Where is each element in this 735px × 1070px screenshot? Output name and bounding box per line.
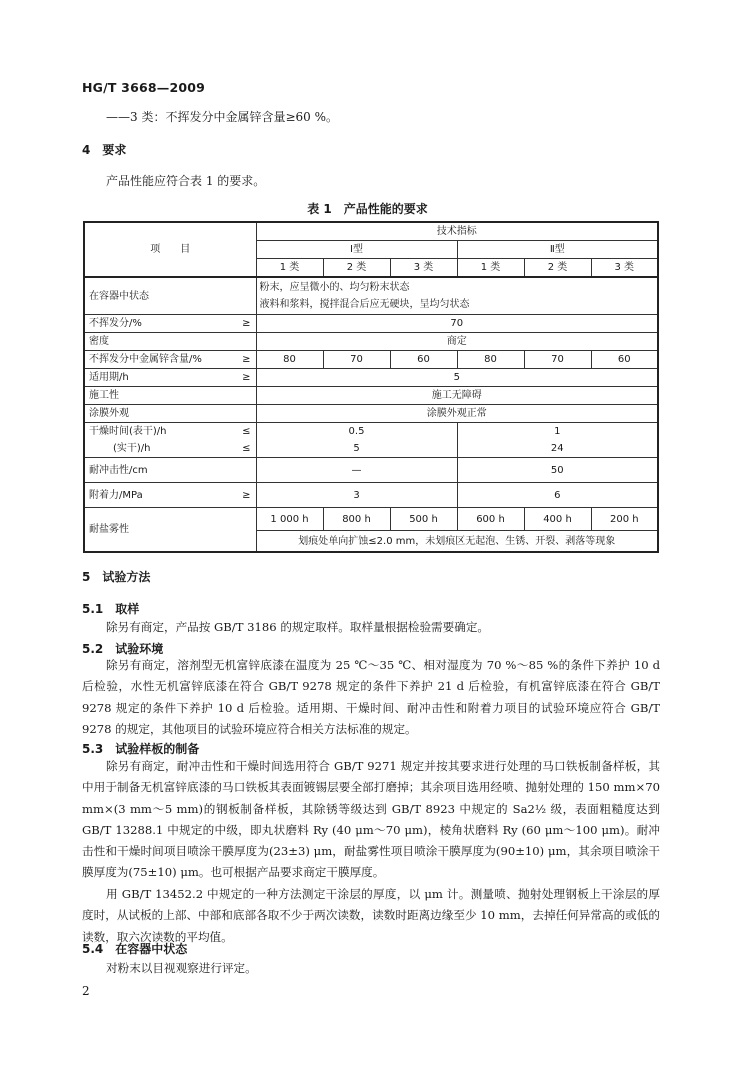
section-5-4-text: 对粉末以目视观察进行评定。 xyxy=(106,961,257,975)
cell: 商定 xyxy=(256,333,658,351)
section-5-2-text: 除另有商定，溶剂型无机富锌底漆在温度为 25 ℃～35 ℃、相对湿度为 70 %～85 %的条件下养护 10 d 后检验，水性无机富锌底漆在符合 GB/T 9278 规定的条件下养护 21 d 后检验，有机富锌底漆在符合 GB/T 9278 规定的条件下养护 10 d 后检验。适用期、干燥时间、耐冲击性和附着力项目的试验环境应符合 GB/T 9278 的规定，其他项目的试验环境应符合相关方法标准的规定。 xyxy=(82,658,660,736)
cell: 60 xyxy=(390,351,457,369)
table-row xyxy=(84,333,658,351)
cell: 800 h xyxy=(323,508,390,531)
table-row xyxy=(84,508,658,531)
section-5-1-heading: 5.1 取样 xyxy=(82,602,140,616)
header-class: 2 类 xyxy=(524,259,591,278)
cell: 24 xyxy=(457,440,658,458)
section-4-heading: 4 要求 xyxy=(82,143,127,157)
table-row xyxy=(84,423,658,441)
cell: 1 xyxy=(457,423,658,441)
row-label: 不挥发分/% ≥ xyxy=(84,315,256,333)
cell: 70 xyxy=(256,315,658,333)
section-5-heading: 5 试验方法 xyxy=(82,570,151,584)
saltspray-note: 划痕处单向扩蚀≤2.0 mm，未划痕区无起泡、生锈、开裂、剥落等现象 xyxy=(256,531,658,553)
cell: 80 xyxy=(256,351,323,369)
table-1-caption: 表 1 产品性能的要求 xyxy=(307,202,428,216)
table-row xyxy=(84,405,658,423)
row-label: 耐盐雾性 xyxy=(84,508,256,553)
table-row xyxy=(84,315,658,333)
cell: 施工无障碍 xyxy=(256,387,658,405)
section-5-3-paragraph-1: 除另有商定，耐冲击性和干燥时间选用符合 GB/T 9271 规定并按其要求进行处理的马口铁板制备样板，其中用于制备无机富锌底漆的马口铁板其表面镀锡层要全部打磨掉；其余项目选用经喷、抛射处理的 150 mm×70 mm×(3 mm～5 mm)的钢板制备样板，其除锈等级达到 GB/T 8923 中规定的 Sa2½ 级，表面粗糙度达到 GB/T 13288.1 中规定的中级，即丸状磨料 Ry (40 μm～70 μm)，棱角状磨料 Ry (60 μm～100 μm)。耐冲击性和干燥时间项目喷涂干膜厚度为(23±3) μm，耐盐雾性项目喷涂干膜厚度为(90±10) μm，其余项目喷涂干膜厚度为(75±10) μm。也可根据产品要求商定干膜厚度。 xyxy=(82,759,660,880)
cell: 0.5 xyxy=(256,423,457,441)
cell: 70 xyxy=(524,351,591,369)
cell: 1 000 h xyxy=(256,508,323,531)
row-label: 干燥时间(表干)/h ≤ xyxy=(84,423,256,441)
table-row xyxy=(84,458,658,483)
table-row xyxy=(84,369,658,387)
table-row xyxy=(84,440,658,458)
header-class: 3 类 xyxy=(591,259,658,278)
cell: 200 h xyxy=(591,508,658,531)
product-performance-table xyxy=(83,221,659,553)
header-type-2: Ⅱ型 xyxy=(457,241,658,259)
section-5-4-heading: 5.4 在容器中状态 xyxy=(82,942,188,956)
header-class: 2 类 xyxy=(323,259,390,278)
cell: 60 xyxy=(591,351,658,369)
cell: — xyxy=(256,458,457,483)
row-label: 耐冲击性/cm xyxy=(84,458,256,483)
section-5-2-heading: 5.2 试验环境 xyxy=(82,642,164,656)
header-class: 1 类 xyxy=(457,259,524,278)
type-3-definition: ——3 类：不挥发分中金属锌含量≥60 %。 xyxy=(106,110,338,124)
header-class: 1 类 xyxy=(256,259,323,278)
section-5-3-paragraph-2: 用 GB/T 13452.2 中规定的一种方法测定干涂层的厚度，以 μm 计。测量喷、抛射处理钢板上干涂层的厚度时，从试板的上部、中部和底部各取不少于两次读数，读数时距离边缘至少 10 mm，去掉任何异常高的或低的读数，取六次读数的平均值。 xyxy=(82,887,660,944)
cell: 6 xyxy=(457,483,658,508)
section-5-3-heading: 5.3 试验样板的制备 xyxy=(82,742,200,756)
row-label: 附着力/MPa ≥ xyxy=(84,483,256,508)
row-label: 适用期/h ≥ xyxy=(84,369,256,387)
cell: 600 h xyxy=(457,508,524,531)
cell: 70 xyxy=(323,351,390,369)
header-tech-indicators: 技术指标 xyxy=(256,222,658,241)
cell: 400 h xyxy=(524,508,591,531)
header-class: 3 类 xyxy=(390,259,457,278)
row-label: 不挥发分中金属锌含量/% ≥ xyxy=(84,351,256,369)
cell: 涂膜外观正常 xyxy=(256,405,658,423)
cell: 500 h xyxy=(390,508,457,531)
cell: 50 xyxy=(457,458,658,483)
row-label: (实干)/h ≤ xyxy=(84,440,256,458)
state-powder: 粉末，应呈微小的、均匀粉末状态 xyxy=(259,282,410,293)
table-row xyxy=(84,277,658,315)
table-row xyxy=(84,387,658,405)
cell: 5 xyxy=(256,440,457,458)
page-number: 2 xyxy=(82,984,90,998)
state-value xyxy=(256,277,658,315)
section-5-1-text: 除另有商定，产品按 GB/T 3186 的规定取样。取样量根据检验需要确定。 xyxy=(106,620,490,634)
cell: 3 xyxy=(256,483,457,508)
header-type-1: Ⅰ型 xyxy=(256,241,457,259)
row-label: 密度 xyxy=(84,333,256,351)
row-label: 涂膜外观 xyxy=(84,405,256,423)
row-label: 在容器中状态 xyxy=(84,277,256,315)
header-item: 项 目 xyxy=(84,222,256,277)
table-row xyxy=(84,483,658,508)
standard-number: HG/T 3668—2009 xyxy=(82,80,206,95)
section-4-text: 产品性能应符合表 1 的要求。 xyxy=(106,174,266,188)
table-row xyxy=(84,351,658,369)
cell: 5 xyxy=(256,369,658,387)
state-liquid: 液料和浆料，搅拌混合后应无硬块，呈均匀状态 xyxy=(259,299,470,310)
cell: 80 xyxy=(457,351,524,369)
row-label: 施工性 xyxy=(84,387,256,405)
